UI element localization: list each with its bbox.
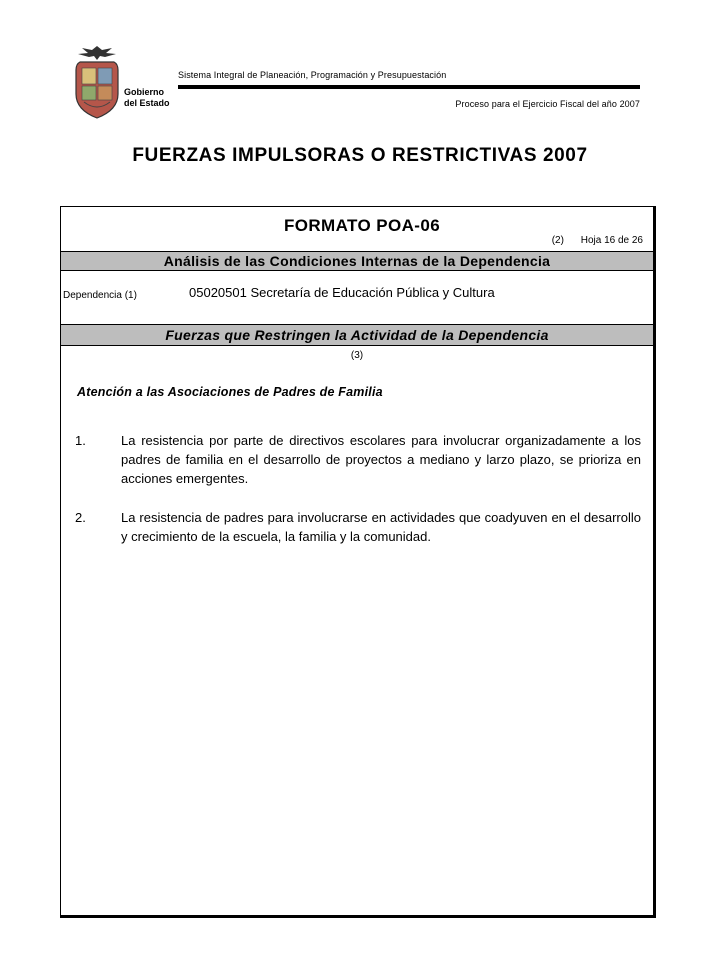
list-item-number: 2. — [75, 510, 86, 525]
topic-subtitle: Atención a las Asociaciones de Padres de Familia — [77, 385, 383, 399]
section-restricting-forces: Fuerzas que Restringen la Actividad de la Dependencia — [61, 324, 653, 346]
ref-3: (3) — [350, 350, 364, 361]
fiscal-process-label: Proceso para el Ejercicio Fiscal del año 2007 — [455, 99, 640, 109]
page-title: FUERZAS IMPULSORAS O RESTRICTIVAS 2007 — [132, 145, 588, 166]
system-name: Sistema Integral de Planeación, Programación y Presupuestación — [178, 70, 447, 80]
sheet-number: Hoja 16 de 26 — [580, 235, 643, 246]
list-item-text: La resistencia de padres para involucrarse en actividades que coadyuven en el desarrollo y crecimiento de la escuela, la familia y la comunidad. — [121, 510, 641, 544]
header-rule — [178, 85, 640, 89]
state-coat-of-arms-logo — [72, 44, 122, 120]
list-item-number: 1. — [75, 433, 86, 448]
sheet-info — [538, 235, 643, 246]
form-frame — [60, 206, 656, 918]
dependency-value: 05020501 Secretaría de Educación Pública y Cultura — [189, 285, 495, 300]
government-label-line1: Gobierno — [124, 87, 164, 97]
section-internal-conditions: Análisis de las Condiciones Internas de la Dependencia — [61, 251, 653, 271]
list-item — [75, 508, 641, 546]
ref-2: (2) — [551, 235, 564, 246]
government-label — [124, 87, 170, 109]
government-label-line2: del Estado — [124, 98, 170, 108]
form-code: FORMATO POA-06 — [283, 216, 441, 235]
dependency-label: Dependencia (1) — [63, 290, 137, 301]
list-item-text: La resistencia por parte de directivos escolares para involucrar organizadamente a los padres de familia en el desarrollo de proyectos a mediano y larzo plazo, se prioriza en acciones emergentes. — [121, 433, 641, 486]
list-item — [75, 431, 641, 488]
